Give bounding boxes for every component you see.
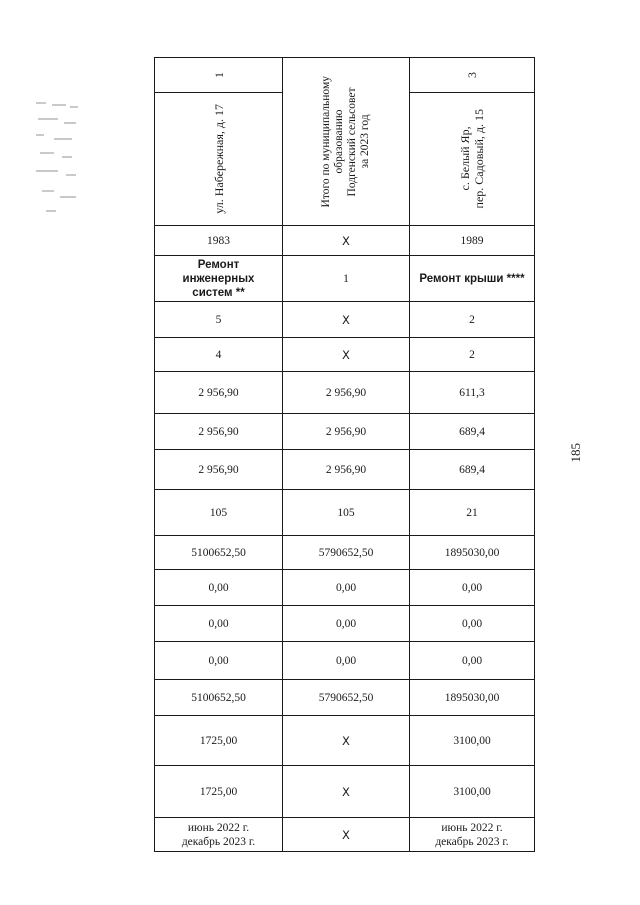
header-col2-title-cell bbox=[283, 58, 410, 226]
table-row bbox=[155, 256, 535, 302]
table-cell: 5790652,50 bbox=[283, 680, 410, 716]
table-cell: 0,00 bbox=[410, 606, 535, 642]
table-cell: 0,00 bbox=[283, 606, 410, 642]
table-cell: 0,00 bbox=[155, 642, 283, 680]
table-cell: 3100,00 bbox=[410, 766, 535, 818]
table-cell: 0,00 bbox=[410, 570, 535, 606]
table-cell: 2 956,90 bbox=[283, 414, 410, 450]
data-table bbox=[154, 57, 535, 852]
table-cell: 21 bbox=[410, 490, 535, 536]
table-cell: 1895030,00 bbox=[410, 536, 535, 570]
table-cell: 0,00 bbox=[283, 570, 410, 606]
table-cell: 5100652,50 bbox=[155, 536, 283, 570]
table-row bbox=[155, 338, 535, 372]
table-row bbox=[155, 302, 535, 338]
table-cell: 1983 bbox=[155, 226, 283, 256]
header-col1-number: 1 bbox=[211, 72, 226, 78]
table-row bbox=[155, 606, 535, 642]
table-cell: 2 956,90 bbox=[155, 450, 283, 490]
header-col3-address-cell bbox=[410, 93, 535, 226]
header-col3-address: с. Белый Яр, пер. Садовый, д. 15 bbox=[458, 109, 486, 209]
table-cell: 1725,00 bbox=[155, 766, 283, 818]
table-cell: июнь 2022 г. декабрь 2023 г. bbox=[410, 818, 535, 852]
page-number: 185 bbox=[568, 443, 583, 463]
table-cell: 5 bbox=[155, 302, 283, 338]
table-cell: 2 956,90 bbox=[283, 372, 410, 414]
table-row bbox=[155, 680, 535, 716]
table-cell: 0,00 bbox=[155, 606, 283, 642]
table-cell: X bbox=[283, 716, 410, 766]
table-row bbox=[155, 490, 535, 536]
table-cell: 2 bbox=[410, 302, 535, 338]
table-cell: июнь 2022 г. декабрь 2023 г. bbox=[155, 818, 283, 852]
header-number-row bbox=[155, 58, 535, 93]
table-cell: 2 956,90 bbox=[155, 372, 283, 414]
table-cell: X bbox=[283, 766, 410, 818]
table-row bbox=[155, 372, 535, 414]
header-col3-number-cell bbox=[410, 58, 535, 93]
table-cell: Ремонт инженерных систем ** bbox=[155, 256, 283, 302]
header-col2-title: Итого по муниципальному образованию Подгенский сельсовет за 2023 год bbox=[320, 75, 371, 208]
table-row bbox=[155, 536, 535, 570]
table-cell: 1895030,00 bbox=[410, 680, 535, 716]
table-row bbox=[155, 818, 535, 852]
table-cell: 689,4 bbox=[410, 414, 535, 450]
table-cell: 0,00 bbox=[410, 642, 535, 680]
table-cell: 4 bbox=[155, 338, 283, 372]
table-cell: 5790652,50 bbox=[283, 536, 410, 570]
table-cell: X bbox=[283, 226, 410, 256]
table-cell: 2 956,90 bbox=[155, 414, 283, 450]
table-row bbox=[155, 226, 535, 256]
table-cell: 0,00 bbox=[155, 570, 283, 606]
table-row bbox=[155, 716, 535, 766]
table-cell: 1989 bbox=[410, 226, 535, 256]
table-cell: 2 bbox=[410, 338, 535, 372]
table-cell: 2 956,90 bbox=[283, 450, 410, 490]
table-row bbox=[155, 414, 535, 450]
table-row bbox=[155, 766, 535, 818]
table-cell: X bbox=[283, 302, 410, 338]
table-cell: 5100652,50 bbox=[155, 680, 283, 716]
table-cell: X bbox=[283, 818, 410, 852]
table-cell: 689,4 bbox=[410, 450, 535, 490]
table-cell: 1 bbox=[283, 256, 410, 302]
table-cell: 1725,00 bbox=[155, 716, 283, 766]
table-cell: 0,00 bbox=[283, 642, 410, 680]
table-row bbox=[155, 570, 535, 606]
table-cell: 611,3 bbox=[410, 372, 535, 414]
table-cell: 3100,00 bbox=[410, 716, 535, 766]
header-col1-address: ул. Набережная, д. 17 bbox=[211, 104, 226, 214]
table-cell: 105 bbox=[155, 490, 283, 536]
table-cell: 105 bbox=[283, 490, 410, 536]
header-col1-number-cell bbox=[155, 58, 283, 93]
table-cell: Ремонт крыши **** bbox=[410, 256, 535, 302]
faded-stamp-marks bbox=[34, 100, 80, 214]
table-row bbox=[155, 642, 535, 680]
header-col3-number: 3 bbox=[465, 72, 479, 78]
header-col1-address-cell bbox=[155, 93, 283, 226]
table-cell: X bbox=[283, 338, 410, 372]
table-row bbox=[155, 450, 535, 490]
